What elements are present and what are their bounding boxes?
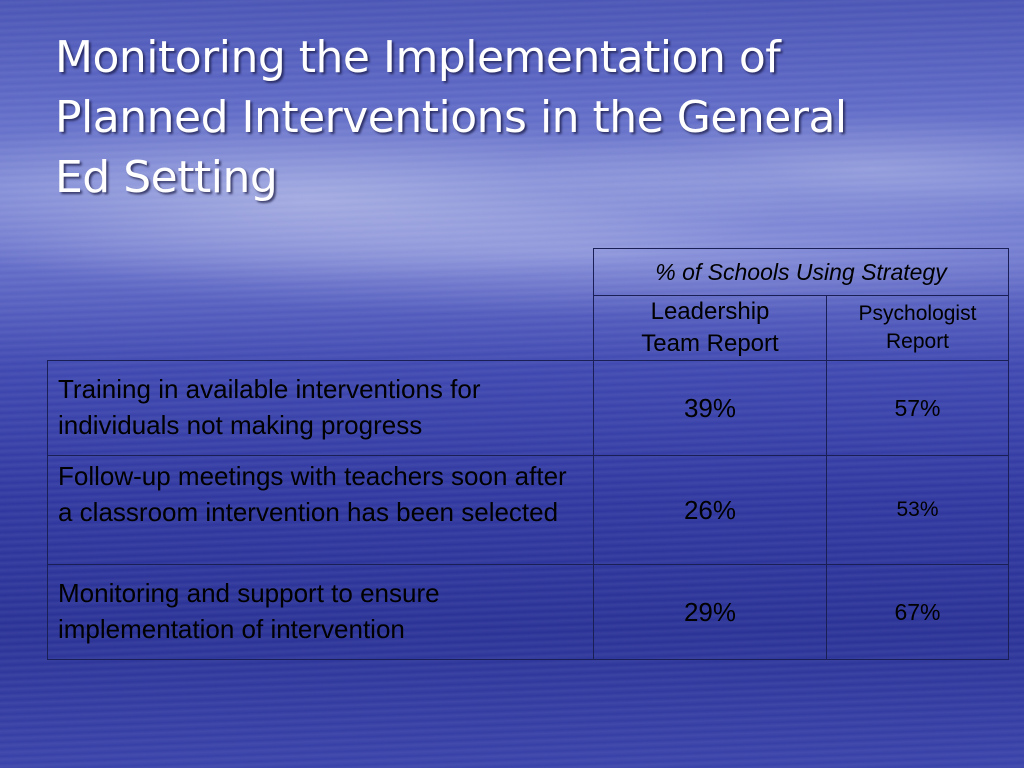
leadership-header-cell bbox=[594, 296, 827, 361]
psychologist-value-cell: 67% bbox=[827, 565, 1009, 660]
leadership-header-label: Leadership Team Report bbox=[641, 298, 779, 357]
title-line-1: Monitoring the Implementation of bbox=[55, 32, 781, 83]
psychologist-header-cell bbox=[827, 296, 1009, 361]
psychologist-value-cell: 53% bbox=[827, 456, 1009, 565]
empty-corner-cell bbox=[48, 249, 594, 361]
strategy-cell: Monitoring and support to ensure implementation of intervention bbox=[48, 565, 594, 660]
strategy-cell: Training in available interventions for individuals not making progress bbox=[48, 361, 594, 456]
slide-title bbox=[55, 28, 955, 208]
strategy-table bbox=[47, 248, 1009, 660]
leadership-value-cell: 39% bbox=[594, 361, 827, 456]
table-row bbox=[48, 456, 1009, 565]
leadership-value-cell: 26% bbox=[594, 456, 827, 565]
strategy-cell: Follow-up meetings with teachers soon after a classroom intervention has been selected bbox=[48, 456, 594, 565]
table-row bbox=[48, 565, 1009, 660]
leadership-value-cell: 29% bbox=[594, 565, 827, 660]
table-row bbox=[48, 361, 1009, 456]
psychologist-header-label: Psychologist Report bbox=[858, 302, 977, 353]
title-line-2: Planned Interventions in the General bbox=[55, 92, 847, 143]
psychologist-value-cell: 57% bbox=[827, 361, 1009, 456]
title-line-3: Ed Setting bbox=[55, 152, 278, 203]
group-header-cell: % of Schools Using Strategy bbox=[594, 249, 1009, 296]
